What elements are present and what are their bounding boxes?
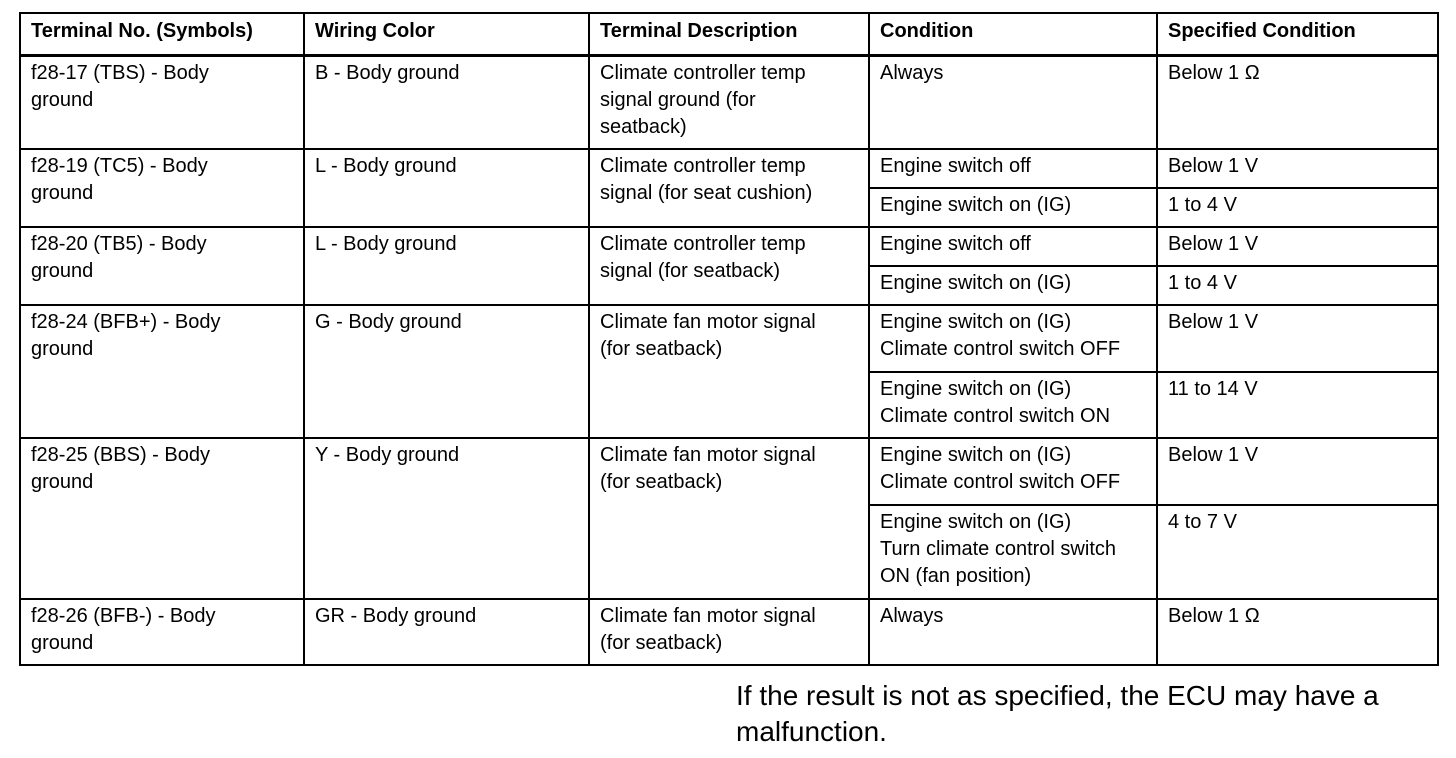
table-row xyxy=(20,149,1438,188)
table-row xyxy=(20,599,1438,665)
header-specified-condition: Specified Condition xyxy=(1157,13,1438,56)
header-terminal-description: Terminal Description xyxy=(589,13,869,56)
table-body xyxy=(20,56,1438,665)
wiring-color-cell: GR - Body ground xyxy=(304,599,589,665)
header-row xyxy=(20,13,1438,56)
specified-condition-cell: Below 1 Ω xyxy=(1157,56,1438,149)
condition-cell: Engine switch off xyxy=(869,227,1157,266)
terminal-cell: f28-26 (BFB-) - Body ground xyxy=(20,599,304,665)
specified-condition-cell: Below 1 V xyxy=(1157,227,1438,266)
condition-cell: Engine switch off xyxy=(869,149,1157,188)
description-cell: Climate fan motor signal (for seatback) xyxy=(589,305,869,438)
description-cell: Climate controller temp signal ground (for seatback) xyxy=(589,56,869,149)
condition-cell: Always xyxy=(869,599,1157,665)
terminal-cell: f28-17 (TBS) - Body ground xyxy=(20,56,304,149)
table-row xyxy=(20,227,1438,266)
terminal-cell: f28-19 (TC5) - Body ground xyxy=(20,149,304,227)
header-condition: Condition xyxy=(869,13,1157,56)
condition-cell: Engine switch on (IG) xyxy=(869,188,1157,227)
table-header xyxy=(20,13,1438,56)
wiring-color-cell: Y - Body ground xyxy=(304,438,589,599)
wiring-color-cell: B - Body ground xyxy=(304,56,589,149)
condition-cell: Engine switch on (IG) xyxy=(869,266,1157,305)
condition-cell: Always xyxy=(869,56,1157,149)
wiring-color-cell: G - Body ground xyxy=(304,305,589,438)
terminal-spec-table xyxy=(19,12,1439,666)
specified-condition-cell: Below 1 Ω xyxy=(1157,599,1438,665)
terminal-cell: f28-20 (TB5) - Body ground xyxy=(20,227,304,305)
table-row xyxy=(20,56,1438,149)
wiring-color-cell: L - Body ground xyxy=(304,149,589,227)
terminal-cell: f28-24 (BFB+) - Body ground xyxy=(20,305,304,438)
malfunction-note: If the result is not as specified, the ECU may have a malfunction. xyxy=(736,680,1379,747)
header-wiring-color: Wiring Color xyxy=(304,13,589,56)
specified-condition-cell: 11 to 14 V xyxy=(1157,372,1438,438)
description-cell: Climate controller temp signal (for seatback) xyxy=(589,227,869,305)
specified-condition-cell: Below 1 V xyxy=(1157,438,1438,505)
terminal-cell: f28-25 (BBS) - Body ground xyxy=(20,438,304,599)
condition-cell: Engine switch on (IG) Turn climate control switch ON (fan position) xyxy=(869,505,1157,599)
description-cell: Climate fan motor signal (for seatback) xyxy=(589,599,869,665)
header-terminal-no: Terminal No. (Symbols) xyxy=(20,13,304,56)
description-cell: Climate controller temp signal (for seat cushion) xyxy=(589,149,869,227)
wiring-color-cell: L - Body ground xyxy=(304,227,589,305)
description-cell: Climate fan motor signal (for seatback) xyxy=(589,438,869,599)
specified-condition-cell: 1 to 4 V xyxy=(1157,188,1438,227)
specified-condition-cell: 4 to 7 V xyxy=(1157,505,1438,599)
specified-condition-cell: Below 1 V xyxy=(1157,149,1438,188)
table-row xyxy=(20,305,1438,372)
condition-cell: Engine switch on (IG) Climate control switch ON xyxy=(869,372,1157,438)
condition-cell: Engine switch on (IG) Climate control switch OFF xyxy=(869,438,1157,505)
specified-condition-cell: Below 1 V xyxy=(1157,305,1438,372)
condition-cell: Engine switch on (IG) Climate control switch OFF xyxy=(869,305,1157,372)
specified-condition-cell: 1 to 4 V xyxy=(1157,266,1438,305)
table-row xyxy=(20,438,1438,505)
